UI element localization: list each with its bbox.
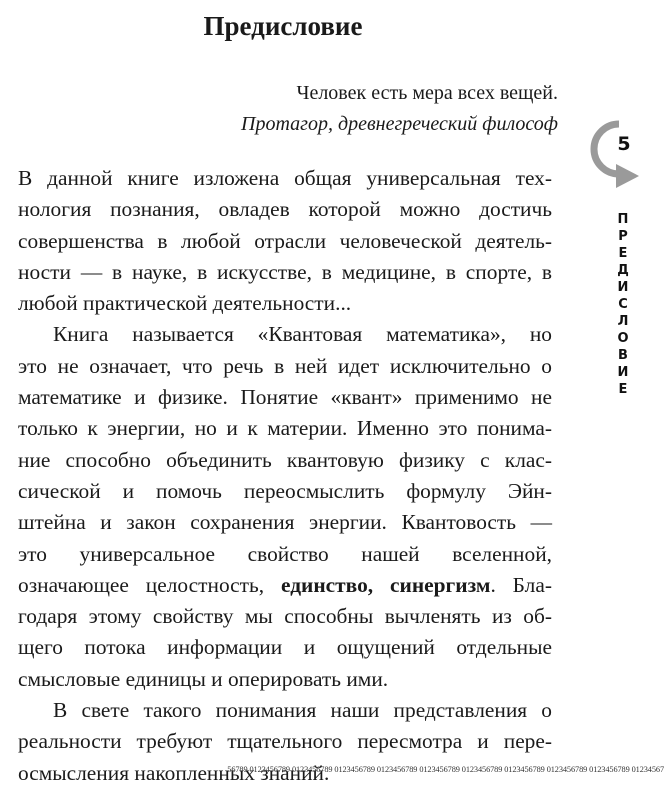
text-line: смысловые единицы и оперировать ими. <box>18 666 389 691</box>
text-line: сической и помочь переосмыслить формулу Эйн- <box>18 478 552 503</box>
text-line: математике и физике. Понятие «квант» применимо не <box>18 385 552 410</box>
side-label-letter: Е <box>618 382 628 397</box>
page-number: 5 <box>617 133 631 155</box>
body-text <box>18 163 552 789</box>
side-label-letter: Р <box>618 229 628 244</box>
text-line: реальности требуют тщательного пересмотра и пере- <box>18 729 552 754</box>
text-line: В свете такого понимания наши представления о <box>53 698 552 723</box>
epigraph-author: Протагор, древнегреческий философ <box>241 113 558 135</box>
text-line: ности — в науке, в искусстве, в медицине, в спорте, в <box>18 259 552 284</box>
side-label-letter: О <box>617 331 629 346</box>
text-run: . Бла- <box>490 572 552 597</box>
text-line: это не означает, что речь в ней идет исключительно о <box>18 353 552 378</box>
side-label-letter: В <box>618 348 628 363</box>
text-line: осмысления накопленных знаний. <box>18 760 330 785</box>
text-line: Книга называется «Квантовая математика», но <box>53 322 552 347</box>
text-line <box>18 570 552 601</box>
text-run: означающее целостность, <box>18 572 281 597</box>
text-line: это универсальное свойство нашей вселенной, <box>18 541 552 566</box>
text-line: щего потока информации и ощущений отдельные <box>18 635 552 660</box>
section-side-label <box>612 211 634 398</box>
text-line: совершенства в любой отрасли человеческой деятель- <box>18 228 552 253</box>
side-label-letter: Е <box>618 246 628 261</box>
side-label-letter: Д <box>617 263 629 278</box>
side-label-letter: Л <box>617 314 629 329</box>
text-line: любой практической деятельности... <box>18 291 352 316</box>
epigraph <box>241 78 558 140</box>
text-line: В данной книге изложена общая универсальная тех- <box>18 166 552 190</box>
text-line: нология познания, овладев которой можно достичь <box>18 197 552 222</box>
epigraph-quote: Человек есть мера всех вещей. <box>296 82 558 104</box>
bold-text: единство, синергизм <box>281 572 491 597</box>
text-line: ние способно объединить квантовую физику с клас- <box>18 447 552 472</box>
side-label-letter: И <box>617 280 629 295</box>
arrow-head-icon <box>616 164 639 188</box>
text-line: штейна и закон сохранения энергии. Квантовость — <box>18 510 552 535</box>
text-line: только к энергии, но и к материи. Именно это понима- <box>18 416 552 441</box>
side-label-letter: И <box>617 365 629 380</box>
page-title: Предисловие <box>203 11 363 41</box>
printer-marks: 56789 0123456789 0123456789 0123456789 0123456789 0123456789 0123456789 0123456789 0123456789 0123456789 01234567 <box>227 765 664 774</box>
side-label-letter: П <box>617 212 629 227</box>
side-label-letter: С <box>618 297 628 312</box>
text-line: годаря этому свойству мы способны вычленять из об- <box>18 604 552 629</box>
